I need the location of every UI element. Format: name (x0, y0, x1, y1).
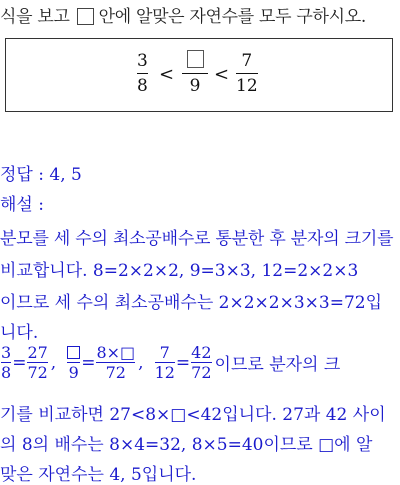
less-than-sign-1: < (159, 64, 175, 85)
fraction-blank-9 (67, 344, 80, 381)
explanation-line-4: 니다. (0, 323, 39, 343)
explanation-fraction-tail: 이므로 분자의 크 (214, 355, 341, 375)
explanation-line-1: 분모를 세 수의 최소공배수로 통분한 후 분자의 크기를 (0, 229, 394, 249)
blank-box (67, 346, 80, 359)
fraction-3-8 (137, 51, 148, 96)
fraction-numerator: 27 (27, 343, 48, 362)
less-than-sign-2: < (214, 64, 230, 85)
explanation-line-6: 기를 비교하면 27<8×□<42입니다. 27과 42 사이 (0, 405, 386, 425)
fraction-denominator: 8 (1, 363, 12, 382)
fraction-7-12 (236, 51, 258, 96)
fraction-blank-9 (182, 50, 208, 96)
fraction-numerator: 3 (1, 343, 12, 362)
comma: , (50, 352, 57, 373)
fraction-8x-72 (96, 344, 135, 381)
fraction-denominator: 12 (154, 363, 175, 382)
fraction-denominator: 72 (191, 363, 212, 382)
explanation-line-8: 맞은 자연수는 4, 5입니다. (0, 465, 197, 485)
fraction-bar (182, 73, 208, 74)
explanation-fraction-line (0, 344, 340, 381)
fraction-bar (236, 73, 258, 74)
equals-sign: = (12, 352, 27, 373)
fraction-numerator: 3 (137, 51, 148, 71)
explanation-heading: 해설 : (0, 195, 44, 215)
question-text (0, 2, 366, 27)
fraction-denominator: 8 (137, 76, 148, 96)
fraction-numerator: 8×□ (96, 343, 136, 362)
fraction-denominator: 72 (27, 363, 48, 382)
expression-box (5, 38, 393, 112)
fraction-numerator-blank (67, 344, 80, 361)
answer-blank-box (77, 8, 94, 25)
fraction-42-72 (191, 344, 211, 381)
fraction-numerator: 7 (241, 51, 253, 71)
fraction-denominator: 9 (189, 76, 201, 96)
equals-sign: = (175, 352, 191, 373)
comma: , (138, 352, 144, 373)
explanation-line-7: 의 8의 배수는 8×4=32, 8×5=40이므로 □에 알 (0, 435, 373, 455)
equals-sign: = (81, 352, 96, 373)
fraction-numerator-blank (187, 50, 204, 71)
fraction-denominator: 9 (68, 363, 79, 382)
fraction-27-72 (27, 344, 47, 381)
explanation-line-2: 비교합니다. 8=2×2×2, 9=3×3, 12=2×2×3 (0, 261, 359, 281)
fraction-3-8 (1, 344, 11, 381)
fraction-denominator: 12 (236, 76, 258, 96)
question-suffix: 안에 알맞은 자연수를 모두 구하시오. (98, 7, 366, 27)
fraction-numerator: 42 (191, 343, 212, 362)
answer-line: 정답 : 4, 5 (0, 165, 82, 185)
fraction-bar (137, 73, 148, 74)
question-prefix: 식을 보고 (0, 7, 70, 27)
fraction-7-12 (155, 344, 175, 381)
fraction-numerator: 7 (159, 343, 170, 362)
blank-box (187, 50, 204, 68)
explanation-line-3: 이므로 세 수의 최소공배수는 2×2×2×3×3=72입 (0, 293, 383, 313)
fraction-denominator: 72 (105, 363, 126, 382)
